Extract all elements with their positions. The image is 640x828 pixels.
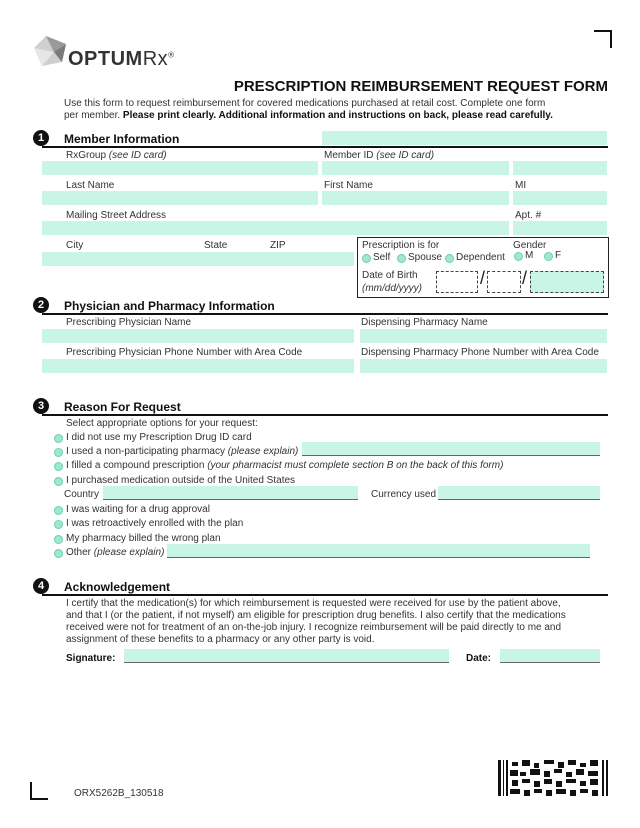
reason-instruction: Select appropriate options for your request: [66, 418, 258, 429]
section-1-header-field[interactable] [322, 131, 607, 145]
section-1-rule [42, 146, 608, 148]
reason-2-explain-field[interactable] [302, 442, 600, 456]
date-label: Date: [466, 653, 492, 664]
pharmacy-name-field[interactable] [360, 329, 607, 343]
date-field[interactable] [500, 649, 600, 663]
member-id-label: Member ID (see ID card) [324, 150, 435, 161]
reason-1-radio[interactable] [54, 434, 63, 443]
optum-logo-icon [32, 34, 68, 68]
reason-8-radio[interactable] [54, 549, 63, 558]
member-id-field[interactable] [322, 161, 509, 175]
rxgroup-field[interactable] [42, 161, 318, 175]
last-name-label: Last Name [66, 180, 115, 191]
brand-mark: ® [168, 50, 175, 60]
pharmacy-phone-label: Dispensing Pharmacy Phone Number with Area Code [361, 347, 599, 358]
rx-for-label: Prescription is for [362, 240, 440, 251]
reason-4-radio[interactable] [54, 477, 63, 486]
section-4-title: Acknowledgement [64, 580, 171, 594]
corner-mark-top-right [594, 30, 612, 48]
reason-2-label: I used a non-participating pharmacy (please explain) [66, 446, 299, 457]
mi-label: MI [515, 180, 527, 191]
physician-name-field[interactable] [42, 329, 354, 343]
intro-line-2-plain: per member. [64, 110, 123, 121]
dob-slash-2: / [522, 268, 528, 288]
dependent-label: Dependent [456, 252, 505, 263]
female-label: F [555, 250, 562, 261]
reason-6-label: I was retroactively enrolled with the plan [66, 518, 244, 529]
reason-8-explain-field[interactable] [167, 544, 590, 558]
currency-label: Currency used [371, 489, 437, 500]
reason-3-label: I filled a compound prescription (your pharmacist must complete section B on the back of this form) [66, 460, 504, 471]
reason-7-label: My pharmacy billed the wrong plan [66, 533, 221, 544]
ack-line-4: assignment of these benefits to a pharmacy or any other party is void. [66, 634, 375, 645]
apt-field[interactable] [513, 221, 607, 235]
reason-5-label: I was waiting for a drug approval [66, 504, 210, 515]
street-field[interactable] [42, 221, 509, 235]
signature-field[interactable] [124, 649, 449, 663]
corner-mark-bottom-left [30, 782, 48, 800]
self-radio[interactable] [362, 254, 371, 263]
male-label: M [525, 250, 534, 261]
self-label: Self [373, 252, 391, 263]
spouse-radio[interactable] [397, 254, 406, 263]
city-label: City [66, 240, 84, 251]
reason-1-label: I did not use my Prescription Drug ID card [66, 432, 252, 443]
form-code: ORX5262B_130518 [74, 788, 164, 799]
first-name-field[interactable] [322, 191, 509, 205]
dob-month-box[interactable] [436, 271, 478, 293]
reason-7-radio[interactable] [54, 535, 63, 544]
state-label: State [204, 240, 228, 251]
section-2-title: Physician and Pharmacy Information [64, 299, 275, 313]
section-3-rule [42, 414, 608, 416]
physician-name-label: Prescribing Physician Name [66, 317, 192, 328]
physician-phone-field[interactable] [42, 359, 354, 373]
city-state-zip-field[interactable] [42, 252, 354, 266]
rxgroup-label: RxGroup (see ID card) [66, 150, 167, 161]
reason-2-radio[interactable] [54, 448, 63, 457]
barcode-icon [498, 760, 608, 796]
signature-label: Signature: [66, 653, 116, 664]
intro-line-2 [64, 110, 553, 121]
section-4-number: 4 [33, 578, 49, 594]
section-3-number: 3 [33, 398, 49, 414]
physician-phone-label: Prescribing Physician Phone Number with Area Code [66, 347, 303, 358]
dependent-radio[interactable] [445, 254, 454, 263]
reason-3-radio[interactable] [54, 462, 63, 471]
mi-field[interactable] [513, 191, 607, 205]
pharmacy-name-label: Dispensing Pharmacy Name [361, 317, 488, 328]
section-1-title: Member Information [64, 132, 180, 146]
spouse-label: Spouse [408, 252, 442, 263]
apt-label: Apt. # [515, 210, 542, 221]
reason-5-radio[interactable] [54, 506, 63, 515]
dob-year-box[interactable] [530, 271, 604, 293]
street-label: Mailing Street Address [66, 210, 167, 221]
section-1-number: 1 [33, 130, 49, 146]
section-3-title: Reason For Request [64, 400, 181, 414]
intro-line-2-bold: Please print clearly. Additional information and instructions on back, please read carefully. [122, 110, 553, 121]
ack-line-3: received were not for treatment of an on-the-job injury. I recognize reimbursement will be paid directly to me and [66, 622, 562, 633]
last-name-field[interactable] [42, 191, 318, 205]
ack-line-2: and that I (or the patient, if not myself) am eligible for prescription drug benefits. I also certify that the medications [66, 610, 566, 621]
ack-line-1: I certify that the medication(s) for which reimbursement is requested were received for use by the patient above, [66, 598, 561, 609]
pharmacy-phone-field[interactable] [360, 359, 607, 373]
intro-line-1: Use this form to request reimbursement for covered medications purchased at retail cost. Complete one form [64, 98, 546, 109]
dob-slash-1: / [480, 268, 486, 288]
form-title: PRESCRIPTION REIMBURSEMENT REQUEST FORM [233, 78, 608, 95]
country-label: Country [64, 489, 100, 500]
optum-logo [32, 34, 192, 70]
section-2-rule [42, 313, 608, 315]
section-4-rule [42, 594, 608, 596]
reason-6-radio[interactable] [54, 520, 63, 529]
zip-label: ZIP [270, 240, 286, 251]
reason-4-label: I purchased medication outside of the United States [66, 475, 296, 486]
member-id-suffix-field[interactable] [513, 161, 607, 175]
brand-rx: Rx [142, 48, 169, 70]
dob-label: Date of Birth [362, 270, 418, 281]
reason-8-label: Other (please explain) [66, 547, 165, 558]
dob-day-box[interactable] [487, 271, 521, 293]
first-name-label: First Name [324, 180, 373, 191]
currency-field[interactable] [438, 486, 600, 500]
brand-optum: OPTUM [68, 48, 143, 70]
female-radio[interactable] [544, 252, 553, 261]
gender-label: Gender [513, 240, 547, 251]
dob-format-label: (mm/dd/yyyy) [362, 283, 422, 294]
section-2-number: 2 [33, 297, 49, 313]
country-field[interactable] [103, 486, 358, 500]
male-radio[interactable] [514, 252, 523, 261]
